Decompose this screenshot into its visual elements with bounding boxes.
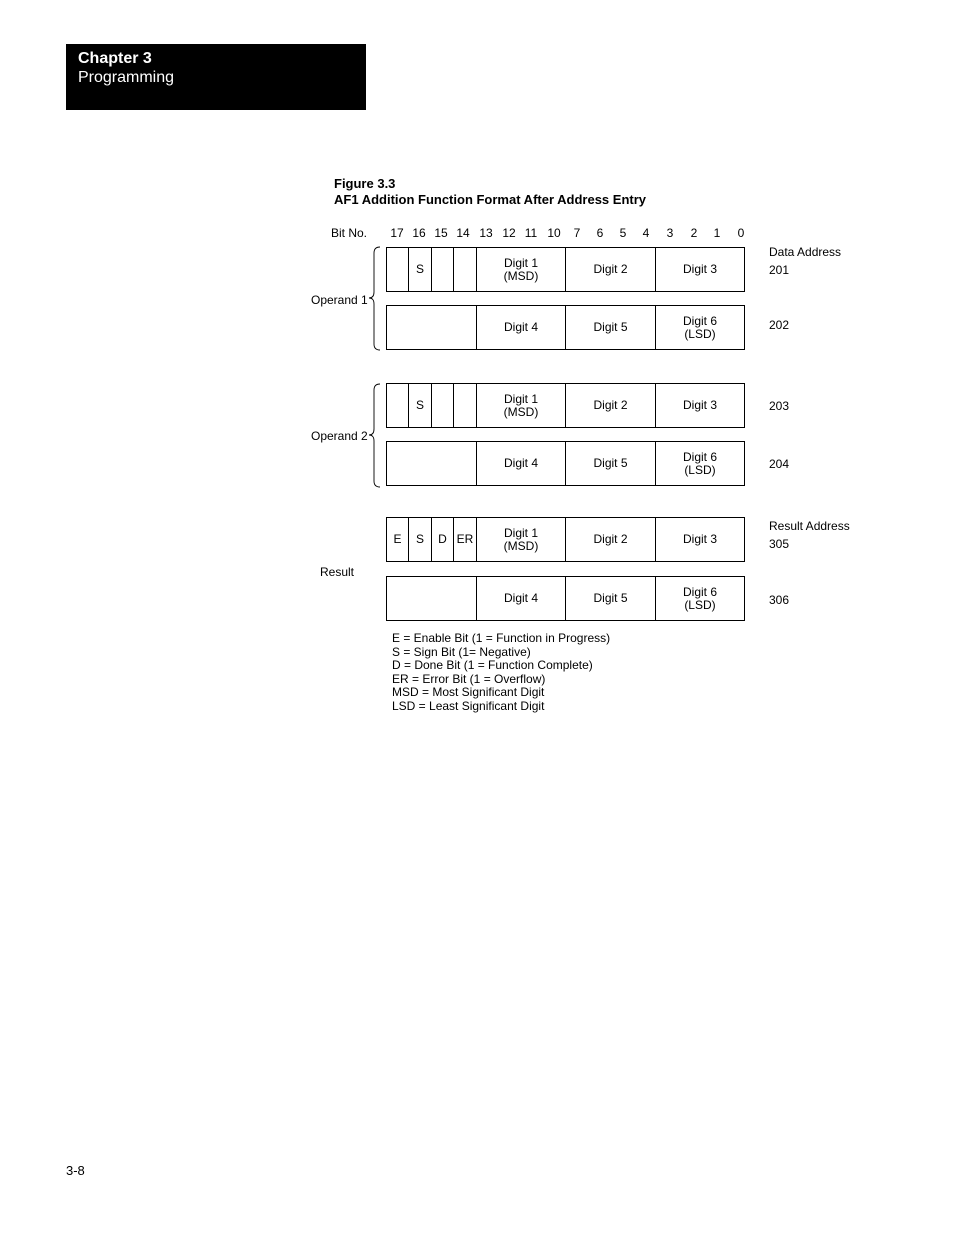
page-number: 3-8 (66, 1163, 85, 1178)
bit-number: 17 (390, 226, 404, 240)
address-201: 201 (769, 263, 790, 277)
lsd-label: (LSD) (684, 597, 716, 612)
bit-number-label: Bit No. (331, 226, 368, 240)
bit-number: 6 (596, 226, 604, 240)
word-201 (386, 247, 745, 292)
done-bit-cell: D (432, 518, 454, 561)
digit-1-cell (477, 518, 566, 561)
bit-number: 7 (573, 226, 581, 240)
operand-2-label: Operand 2 (311, 429, 368, 443)
legend-item: E = Enable Bit (1 = Function in Progress) (392, 631, 611, 645)
digit-5-cell: Digit 5 (566, 306, 656, 349)
lsd-label: (LSD) (684, 462, 716, 477)
figure-title: AF1 Addition Function Format After Address Entry (334, 192, 647, 207)
digit-2-cell: Digit 2 (566, 384, 656, 427)
legend-item: D = Done Bit (1 = Function Complete) (392, 658, 593, 673)
figure-number: Figure 3.3 (334, 176, 396, 191)
bit-17-cell (387, 384, 409, 427)
word-306 (386, 576, 745, 621)
digit-5-cell: Digit 5 (566, 577, 656, 620)
empty-high-byte-cell (387, 306, 477, 349)
chapter-header (66, 44, 366, 110)
empty-high-byte-cell (387, 442, 477, 485)
sign-bit-cell: S (409, 384, 432, 427)
word-202 (386, 305, 745, 350)
result-label: Result (320, 565, 355, 579)
sign-bit-cell: S (409, 248, 432, 291)
legend-item: S = Sign Bit (1= Negative) (392, 644, 531, 659)
bit-number: 3 (666, 226, 674, 240)
digit-1-cell (477, 384, 566, 427)
digit-4-cell: Digit 4 (477, 306, 566, 349)
address-306: 306 (769, 593, 790, 607)
operand-1-label: Operand 1 (311, 293, 368, 307)
word-204 (386, 441, 745, 486)
digit-1-cell (477, 248, 566, 291)
bit-number: 16 (412, 226, 426, 240)
digit-label: Digit 6 (682, 584, 717, 599)
bit-number: 15 (434, 226, 448, 240)
chapter-title: Chapter 3 (78, 50, 152, 67)
digit-4-cell: Digit 4 (477, 442, 566, 485)
bit-number: 4 (642, 226, 650, 240)
digit-6-cell (656, 577, 744, 620)
legend-item: MSD = Most Significant Digit (392, 685, 545, 700)
bit-number: 14 (456, 226, 470, 240)
bit-15-cell (432, 384, 454, 427)
digit-5-cell: Digit 5 (566, 442, 656, 485)
bit-number: 1 (713, 226, 721, 240)
legend-item: LSD = Least Significant Digit (392, 698, 545, 713)
legend-item: ER = Error Bit (1 = Overflow) (392, 671, 546, 686)
operand-1-brace (366, 246, 382, 351)
figure-legend (392, 632, 610, 714)
address-305: 305 (769, 537, 790, 551)
msd-label: (MSD) (503, 268, 539, 283)
bit-14-cell (454, 384, 477, 427)
digit-3-cell: Digit 3 (682, 398, 717, 412)
sign-bit-cell: S (409, 518, 432, 561)
bit-number: 10 (547, 226, 561, 240)
address-202: 202 (769, 318, 790, 332)
bit-14-cell (454, 248, 477, 291)
digit-2-cell: Digit 2 (566, 248, 656, 291)
digit-label: Digit 1 (503, 391, 538, 406)
bit-number: 5 (619, 226, 627, 240)
digit-6-cell (656, 442, 744, 485)
digit-4-cell: Digit 4 (477, 577, 566, 620)
error-bit-cell: ER (454, 518, 477, 561)
empty-high-byte-cell (387, 577, 477, 620)
digit-3-cell: Digit 3 (682, 262, 717, 276)
chapter-section: Programming (78, 69, 175, 86)
msd-label: (MSD) (503, 538, 539, 553)
data-address-header: Data Address (769, 245, 842, 259)
operand-2-brace (366, 383, 382, 488)
digit-label: Digit 6 (682, 313, 717, 328)
result-address-header: Result Address (769, 519, 850, 533)
digit-label: Digit 1 (503, 525, 538, 540)
bit-15-cell (432, 248, 454, 291)
digit-2-cell: Digit 2 (566, 518, 656, 561)
digit-6-cell (656, 306, 744, 349)
bit-number: 11 (524, 226, 538, 240)
enable-bit-cell: E (387, 518, 409, 561)
bit-number: 2 (690, 226, 698, 240)
word-203 (386, 383, 745, 428)
bit-17-cell (387, 248, 409, 291)
digit-3-cell: Digit 3 (682, 532, 717, 546)
digit-label: Digit 1 (503, 255, 538, 270)
lsd-label: (LSD) (684, 326, 716, 341)
word-305 (386, 517, 745, 562)
address-204: 204 (769, 457, 790, 471)
bit-number: 0 (737, 226, 745, 240)
digit-label: Digit 6 (682, 449, 717, 464)
bit-number: 13 (479, 226, 493, 240)
msd-label: (MSD) (503, 404, 539, 419)
bit-number: 12 (502, 226, 516, 240)
address-203: 203 (769, 399, 790, 413)
